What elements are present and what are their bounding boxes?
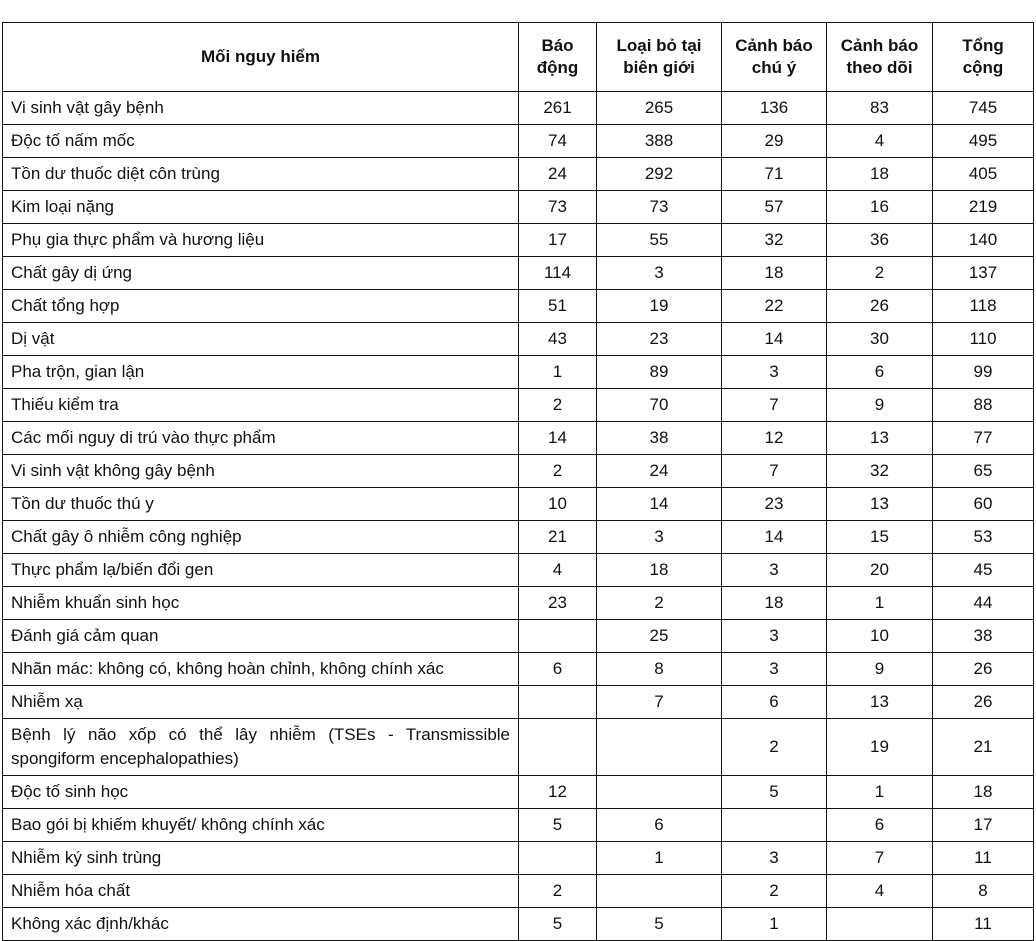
- header-line: Mối nguy hiểm: [201, 47, 320, 66]
- bao-dong-cell: 14: [519, 422, 597, 455]
- canh-bao-theo-doi-cell: 30: [827, 323, 933, 356]
- canh-bao-theo-doi-cell: 1: [827, 587, 933, 620]
- header-line: Tổng: [962, 36, 1004, 55]
- canh-bao-chu-y-cell: 32: [722, 224, 827, 257]
- hazard-cell: Nhiễm hóa chất: [3, 875, 519, 908]
- header-line: cộng: [962, 58, 1004, 77]
- hazard-cell: Không xác định/khác: [3, 908, 519, 941]
- tong-cong-cell: 26: [933, 686, 1034, 719]
- tong-cong-cell: 495: [933, 125, 1034, 158]
- tong-cong-cell: 219: [933, 191, 1034, 224]
- bao-dong-cell: 5: [519, 908, 597, 941]
- table-row: [3, 389, 1034, 422]
- loai-bo-tai-bien-gioi-cell: 8: [597, 653, 722, 686]
- table-row: [3, 356, 1034, 389]
- tong-cong-cell: 118: [933, 290, 1034, 323]
- hazard-cell: Kim loại nặng: [3, 191, 519, 224]
- canh-bao-theo-doi-cell: 4: [827, 875, 933, 908]
- header-line: Cảnh báo: [735, 36, 813, 55]
- bao-dong-cell: 21: [519, 521, 597, 554]
- loai-bo-tai-bien-gioi-cell: [597, 875, 722, 908]
- hazard-cell: Nhiễm ký sinh trùng: [3, 842, 519, 875]
- table-row: [3, 719, 1034, 776]
- canh-bao-chu-y-cell: 18: [722, 257, 827, 290]
- table-row: [3, 809, 1034, 842]
- header-canh-bao-theo-doi: [827, 23, 933, 92]
- bao-dong-cell: 261: [519, 92, 597, 125]
- hazard-cell: Dị vật: [3, 323, 519, 356]
- table-row: [3, 842, 1034, 875]
- hazard-cell: Nhãn mác: không có, không hoàn chỉnh, không chính xác: [3, 653, 519, 686]
- canh-bao-chu-y-cell: 7: [722, 455, 827, 488]
- bao-dong-cell: 17: [519, 224, 597, 257]
- hazard-cell: Độc tố sinh học: [3, 776, 519, 809]
- table-row: [3, 554, 1034, 587]
- canh-bao-chu-y-cell: 14: [722, 521, 827, 554]
- hazard-cell: Chất gây ô nhiễm công nghiệp: [3, 521, 519, 554]
- tong-cong-cell: 88: [933, 389, 1034, 422]
- loai-bo-tai-bien-gioi-cell: 24: [597, 455, 722, 488]
- bao-dong-cell: 2: [519, 455, 597, 488]
- bao-dong-cell: [519, 620, 597, 653]
- bao-dong-cell: 2: [519, 389, 597, 422]
- canh-bao-theo-doi-cell: 19: [827, 719, 933, 776]
- bao-dong-cell: 114: [519, 257, 597, 290]
- bao-dong-cell: [519, 842, 597, 875]
- canh-bao-chu-y-cell: 3: [722, 554, 827, 587]
- canh-bao-chu-y-cell: 2: [722, 719, 827, 776]
- canh-bao-theo-doi-cell: 7: [827, 842, 933, 875]
- canh-bao-chu-y-cell: 3: [722, 620, 827, 653]
- canh-bao-chu-y-cell: 57: [722, 191, 827, 224]
- tong-cong-cell: 65: [933, 455, 1034, 488]
- canh-bao-chu-y-cell: 3: [722, 356, 827, 389]
- table-body: [3, 92, 1034, 941]
- table-row: [3, 587, 1034, 620]
- loai-bo-tai-bien-gioi-cell: 55: [597, 224, 722, 257]
- table-row: [3, 776, 1034, 809]
- hazard-cell: Chất tổng hợp: [3, 290, 519, 323]
- canh-bao-theo-doi-cell: 9: [827, 653, 933, 686]
- tong-cong-cell: 77: [933, 422, 1034, 455]
- header-line: Loại bỏ tại: [616, 36, 702, 55]
- table-row: [3, 908, 1034, 941]
- bao-dong-cell: [519, 686, 597, 719]
- canh-bao-theo-doi-cell: 16: [827, 191, 933, 224]
- table-row: [3, 125, 1034, 158]
- hazard-cell: Bao gói bị khiếm khuyết/ không chính xác: [3, 809, 519, 842]
- loai-bo-tai-bien-gioi-cell: 1: [597, 842, 722, 875]
- table-row: [3, 224, 1034, 257]
- tong-cong-cell: 44: [933, 587, 1034, 620]
- canh-bao-chu-y-cell: 5: [722, 776, 827, 809]
- tong-cong-cell: 26: [933, 653, 1034, 686]
- header-line: Cảnh báo: [840, 36, 919, 55]
- loai-bo-tai-bien-gioi-cell: [597, 776, 722, 809]
- hazard-cell: Nhiễm khuẩn sinh học: [3, 587, 519, 620]
- hazard-cell: Vi sinh vật không gây bệnh: [3, 455, 519, 488]
- tong-cong-cell: 405: [933, 158, 1034, 191]
- tong-cong-cell: 11: [933, 908, 1034, 941]
- canh-bao-chu-y-cell: 3: [722, 842, 827, 875]
- header-line: động: [536, 58, 579, 77]
- hazard-cell: Độc tố nấm mốc: [3, 125, 519, 158]
- canh-bao-chu-y-cell: 136: [722, 92, 827, 125]
- header-tong-cong: [933, 23, 1034, 92]
- table-row: [3, 488, 1034, 521]
- bao-dong-cell: 73: [519, 191, 597, 224]
- header-line: theo dõi: [846, 58, 913, 77]
- canh-bao-theo-doi-cell: 10: [827, 620, 933, 653]
- canh-bao-chu-y-cell: 2: [722, 875, 827, 908]
- canh-bao-theo-doi-cell: 18: [827, 158, 933, 191]
- canh-bao-chu-y-cell: 18: [722, 587, 827, 620]
- loai-bo-tai-bien-gioi-cell: 388: [597, 125, 722, 158]
- tong-cong-cell: 60: [933, 488, 1034, 521]
- hazard-cell: Các mối nguy di trú vào thực phẩm: [3, 422, 519, 455]
- table-row: [3, 653, 1034, 686]
- bao-dong-cell: [519, 719, 597, 776]
- tong-cong-cell: 745: [933, 92, 1034, 125]
- header-bao-dong: [519, 23, 597, 92]
- hazard-cell: Chất gây dị ứng: [3, 257, 519, 290]
- bao-dong-cell: 5: [519, 809, 597, 842]
- hazard-cell: Tồn dư thuốc diệt côn trùng: [3, 158, 519, 191]
- header-canh-bao-chu-y: [722, 23, 827, 92]
- loai-bo-tai-bien-gioi-cell: 25: [597, 620, 722, 653]
- header-loai-bo-tai-bien-gioi: [597, 23, 722, 92]
- bao-dong-cell: 6: [519, 653, 597, 686]
- canh-bao-chu-y-cell: 29: [722, 125, 827, 158]
- hazard-cell: Thiếu kiểm tra: [3, 389, 519, 422]
- canh-bao-theo-doi-cell: [827, 908, 933, 941]
- bao-dong-cell: 43: [519, 323, 597, 356]
- loai-bo-tai-bien-gioi-cell: 2: [597, 587, 722, 620]
- canh-bao-theo-doi-cell: 6: [827, 356, 933, 389]
- header-line: Báo: [541, 36, 574, 55]
- canh-bao-theo-doi-cell: 83: [827, 92, 933, 125]
- table-row: [3, 92, 1034, 125]
- canh-bao-chu-y-cell: 3: [722, 653, 827, 686]
- table-row: [3, 422, 1034, 455]
- canh-bao-chu-y-cell: 1: [722, 908, 827, 941]
- bao-dong-cell: 1: [519, 356, 597, 389]
- canh-bao-theo-doi-cell: 1: [827, 776, 933, 809]
- table-row: [3, 191, 1034, 224]
- tong-cong-cell: 21: [933, 719, 1034, 776]
- table-row: [3, 455, 1034, 488]
- loai-bo-tai-bien-gioi-cell: 6: [597, 809, 722, 842]
- canh-bao-theo-doi-cell: 2: [827, 257, 933, 290]
- canh-bao-theo-doi-cell: 13: [827, 488, 933, 521]
- table-row: [3, 686, 1034, 719]
- header-moi-nguy-hiem: [3, 23, 519, 92]
- tong-cong-cell: 53: [933, 521, 1034, 554]
- hazard-cell: Phụ gia thực phẩm và hương liệu: [3, 224, 519, 257]
- canh-bao-chu-y-cell: [722, 809, 827, 842]
- canh-bao-theo-doi-cell: 4: [827, 125, 933, 158]
- canh-bao-theo-doi-cell: 20: [827, 554, 933, 587]
- loai-bo-tai-bien-gioi-cell: 38: [597, 422, 722, 455]
- loai-bo-tai-bien-gioi-cell: 73: [597, 191, 722, 224]
- hazard-cell: Tồn dư thuốc thú y: [3, 488, 519, 521]
- loai-bo-tai-bien-gioi-cell: 3: [597, 257, 722, 290]
- tong-cong-cell: 38: [933, 620, 1034, 653]
- table-row: [3, 257, 1034, 290]
- loai-bo-tai-bien-gioi-cell: 19: [597, 290, 722, 323]
- canh-bao-chu-y-cell: 23: [722, 488, 827, 521]
- bao-dong-cell: 12: [519, 776, 597, 809]
- tong-cong-cell: 8: [933, 875, 1034, 908]
- hazard-cell: Vi sinh vật gây bệnh: [3, 92, 519, 125]
- canh-bao-chu-y-cell: 12: [722, 422, 827, 455]
- table-header: [3, 23, 1034, 92]
- bao-dong-cell: 51: [519, 290, 597, 323]
- loai-bo-tai-bien-gioi-cell: 292: [597, 158, 722, 191]
- tong-cong-cell: 110: [933, 323, 1034, 356]
- tong-cong-cell: 45: [933, 554, 1034, 587]
- canh-bao-theo-doi-cell: 6: [827, 809, 933, 842]
- loai-bo-tai-bien-gioi-cell: 70: [597, 389, 722, 422]
- bao-dong-cell: 74: [519, 125, 597, 158]
- tong-cong-cell: 11: [933, 842, 1034, 875]
- tong-cong-cell: 140: [933, 224, 1034, 257]
- canh-bao-chu-y-cell: 14: [722, 323, 827, 356]
- canh-bao-theo-doi-cell: 26: [827, 290, 933, 323]
- loai-bo-tai-bien-gioi-cell: 23: [597, 323, 722, 356]
- canh-bao-chu-y-cell: 22: [722, 290, 827, 323]
- hazard-cell: Nhiễm xạ: [3, 686, 519, 719]
- bao-dong-cell: 24: [519, 158, 597, 191]
- loai-bo-tai-bien-gioi-cell: 18: [597, 554, 722, 587]
- header-line: biên giới: [623, 58, 695, 77]
- loai-bo-tai-bien-gioi-cell: 89: [597, 356, 722, 389]
- table-row: [3, 158, 1034, 191]
- table-row: [3, 875, 1034, 908]
- table-row: [3, 521, 1034, 554]
- hazard-cell: Đánh giá cảm quan: [3, 620, 519, 653]
- hazard-cell: Thực phẩm lạ/biến đổi gen: [3, 554, 519, 587]
- loai-bo-tai-bien-gioi-cell: 5: [597, 908, 722, 941]
- canh-bao-theo-doi-cell: 32: [827, 455, 933, 488]
- canh-bao-chu-y-cell: 7: [722, 389, 827, 422]
- tong-cong-cell: 137: [933, 257, 1034, 290]
- canh-bao-chu-y-cell: 6: [722, 686, 827, 719]
- hazard-statistics-table: [2, 22, 1034, 941]
- loai-bo-tai-bien-gioi-cell: 7: [597, 686, 722, 719]
- hazard-cell: Bệnh lý não xốp có thể lây nhiễm (TSEs - Transmissible spongiform encephalopathies): [3, 719, 519, 776]
- loai-bo-tai-bien-gioi-cell: [597, 719, 722, 776]
- tong-cong-cell: 99: [933, 356, 1034, 389]
- loai-bo-tai-bien-gioi-cell: 265: [597, 92, 722, 125]
- header-row: [3, 23, 1034, 92]
- bao-dong-cell: 10: [519, 488, 597, 521]
- header-line: chú ý: [751, 58, 797, 77]
- table-row: [3, 290, 1034, 323]
- bao-dong-cell: 4: [519, 554, 597, 587]
- tong-cong-cell: 17: [933, 809, 1034, 842]
- canh-bao-theo-doi-cell: 9: [827, 389, 933, 422]
- bao-dong-cell: 2: [519, 875, 597, 908]
- loai-bo-tai-bien-gioi-cell: 3: [597, 521, 722, 554]
- canh-bao-theo-doi-cell: 36: [827, 224, 933, 257]
- canh-bao-theo-doi-cell: 15: [827, 521, 933, 554]
- table-row: [3, 323, 1034, 356]
- canh-bao-theo-doi-cell: 13: [827, 686, 933, 719]
- loai-bo-tai-bien-gioi-cell: 14: [597, 488, 722, 521]
- canh-bao-chu-y-cell: 71: [722, 158, 827, 191]
- tong-cong-cell: 18: [933, 776, 1034, 809]
- bao-dong-cell: 23: [519, 587, 597, 620]
- canh-bao-theo-doi-cell: 13: [827, 422, 933, 455]
- table-row: [3, 620, 1034, 653]
- hazard-cell: Pha trộn, gian lận: [3, 356, 519, 389]
